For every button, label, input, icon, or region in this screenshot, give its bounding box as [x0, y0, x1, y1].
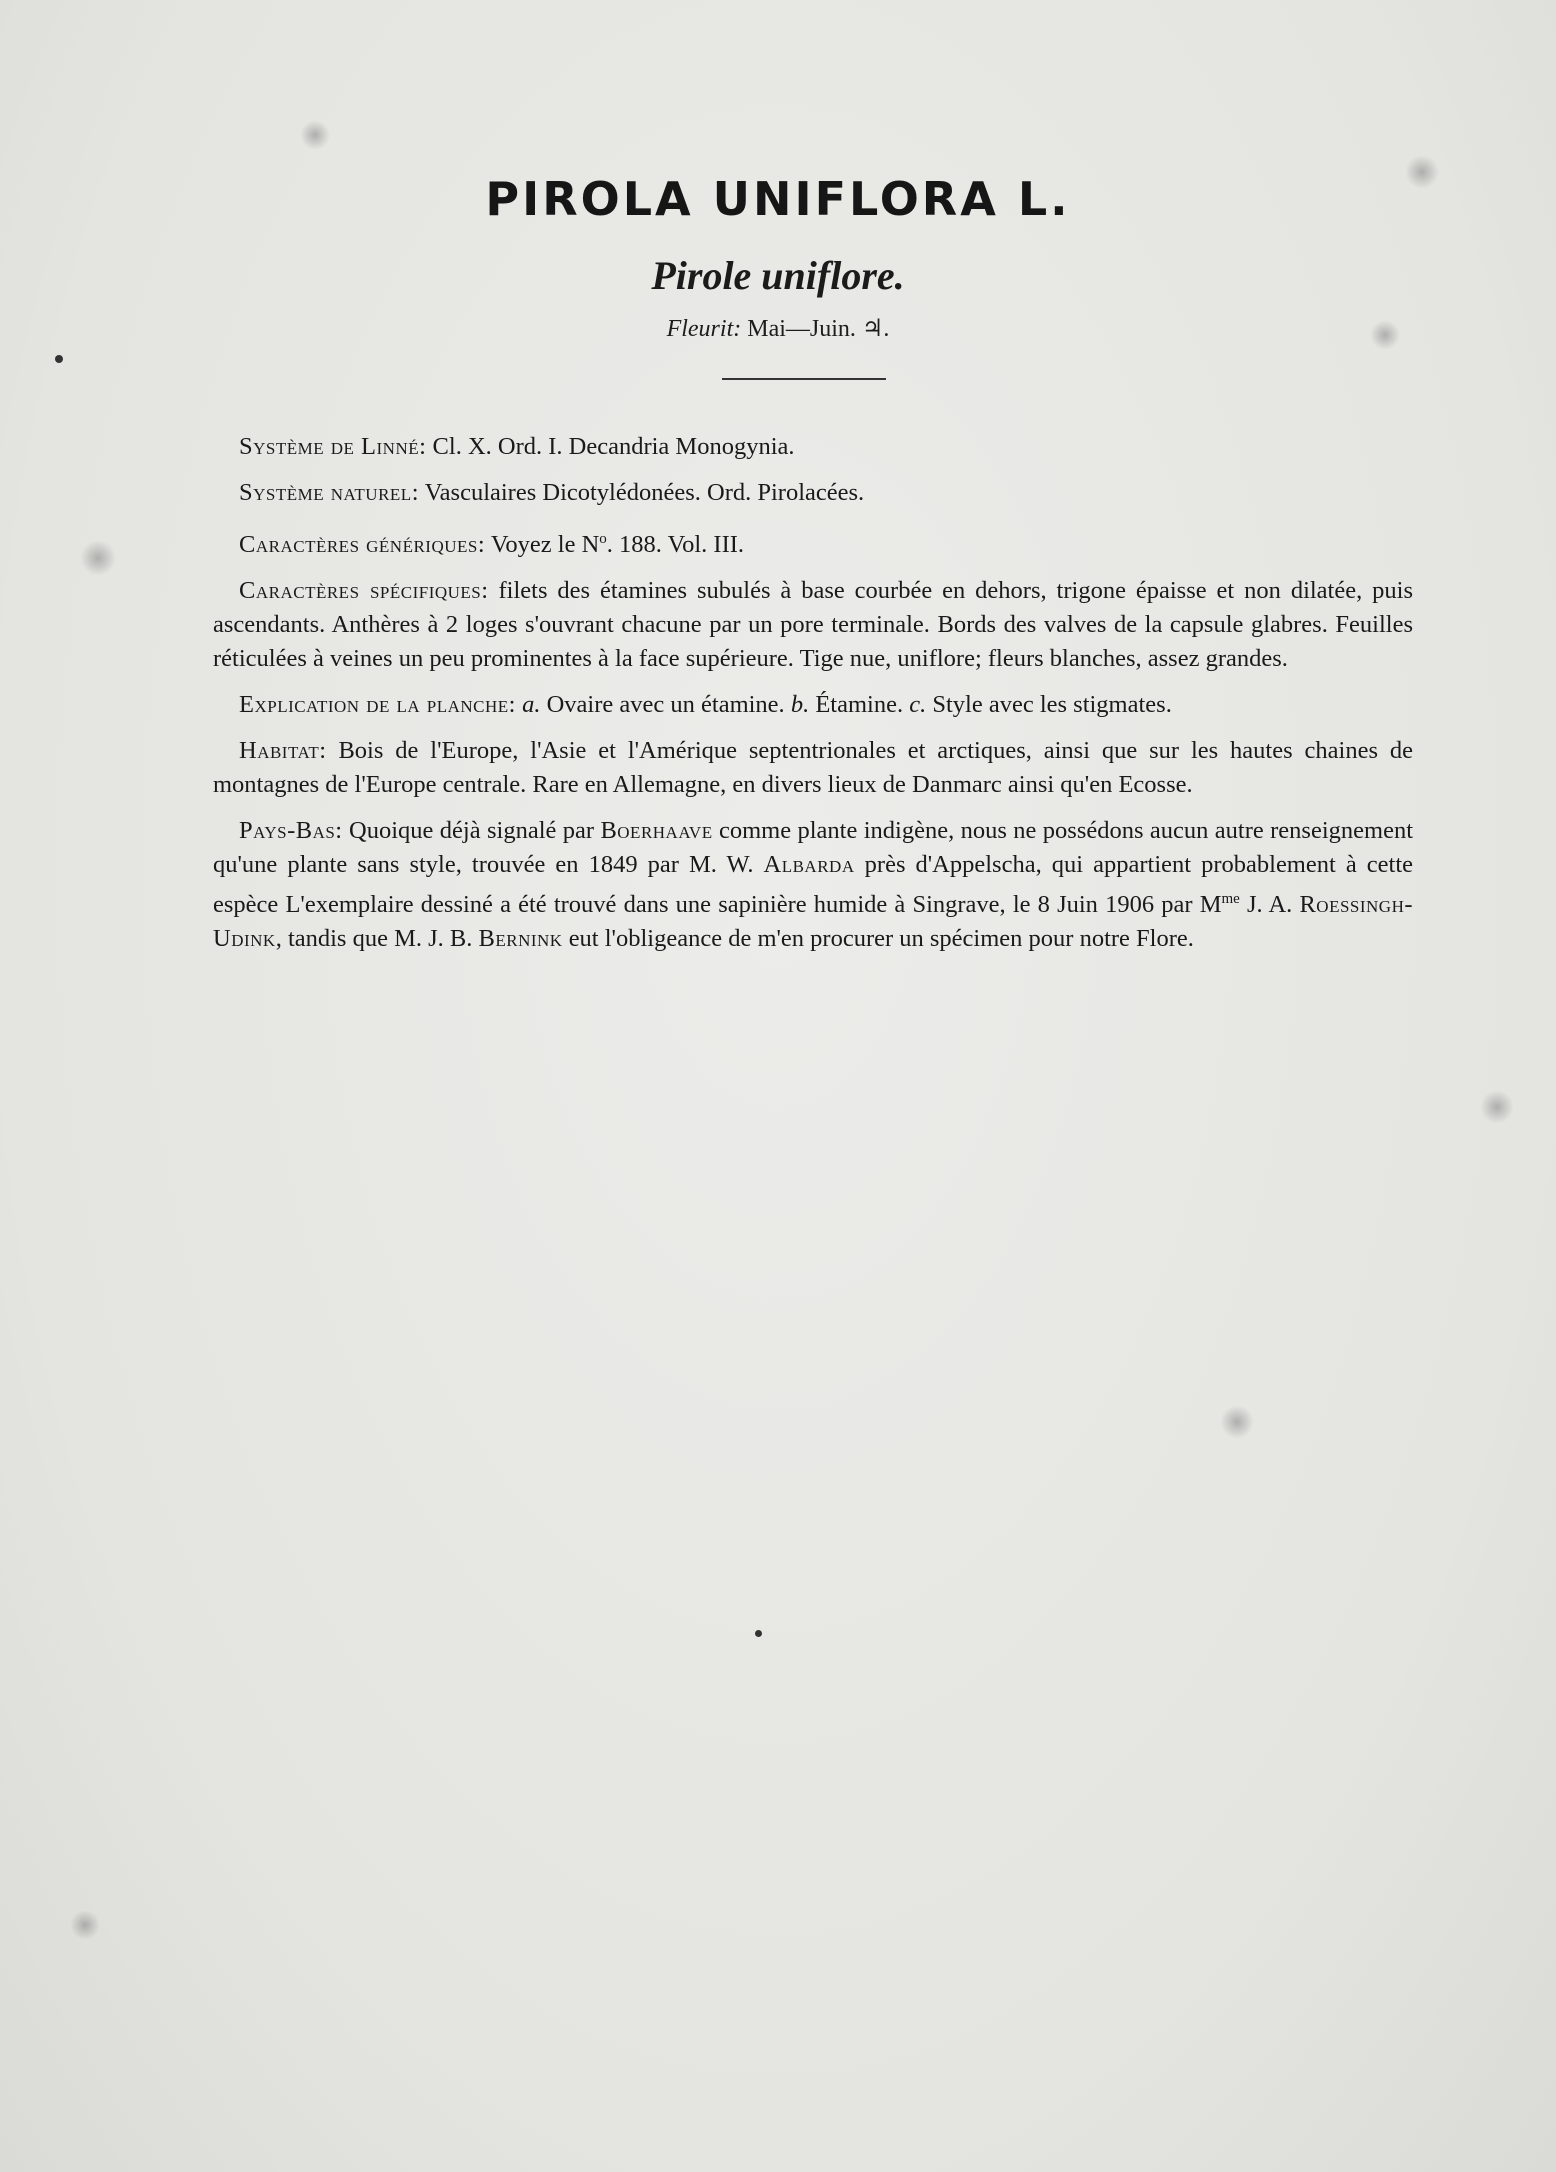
description-body	[213, 430, 1413, 968]
section-text: eut l'obligeance de m'en procurer un spécimen pour notre Flore.	[568, 925, 1194, 953]
paper-spot	[1220, 1405, 1254, 1439]
paper-spot	[55, 355, 63, 363]
section-label: Explication de la planche:	[239, 691, 516, 719]
page-title: PIROLA UNIFLORA L.	[485, 172, 1071, 226]
person-name: Albarda	[763, 851, 855, 879]
section-text: Voyez le N	[490, 531, 600, 559]
superscript: me	[1221, 891, 1240, 908]
person-name: Bernink	[478, 925, 563, 953]
title-divider	[722, 378, 886, 380]
section-systeme-naturel	[213, 476, 1413, 510]
figure-key-c: c.	[909, 691, 927, 719]
section-habitat	[213, 734, 1413, 802]
paper-spot	[1480, 1090, 1514, 1124]
person-name: Boerhaave	[600, 817, 713, 845]
section-systeme-linne	[213, 430, 1413, 464]
section-text: Cl. X. Ord. I. Decandria Monogynia.	[432, 433, 795, 460]
superscript: o	[599, 531, 607, 547]
section-text: Bois de l'Europe, l'Asie et l'Amérique septentrionales et arctiques, ainsi que sur les hautes chaines de montagnes de l'Europe centrale. Rare en Allemagne, en divers lieux de Danmarc ainsi qu'en Ecosse.	[213, 737, 1414, 799]
section-text: , tandis que M. J. B.	[275, 925, 473, 953]
person-name: Roessingh-Udink	[213, 891, 1414, 953]
section-text: comme plante indigène, nous ne possédons aucun autre renseignement qu'une plante sans style, trouvée en 1849 par M. W.	[213, 817, 1414, 879]
section-text: Étamine.	[815, 691, 904, 719]
figure-key-b: b.	[790, 691, 810, 719]
section-text: Quoique déjà signalé par	[349, 817, 595, 845]
section-label: Système de Linné:	[239, 433, 427, 460]
figure-key-a: a.	[522, 691, 541, 719]
section-text: Vasculaires Dicotylédonées. Ord. Pirolacées.	[424, 479, 865, 506]
section-caracteres-specifiques	[213, 574, 1413, 676]
section-caracteres-generiques	[213, 522, 1413, 562]
section-text: près d'Appelscha, qui appartient probablement à cette espèce L'exemplaire dessiné a été trouvé dans une sapinière humide à Singrave, le 8 Juin 1906 par M	[213, 851, 1413, 919]
flowering-line	[0, 314, 1556, 343]
section-text: J. A.	[1246, 891, 1293, 919]
paper-spot	[1370, 320, 1400, 350]
flowering-label: Fleurit:	[666, 316, 742, 342]
section-label: Habitat:	[239, 737, 327, 765]
section-text: filets des étamines subulés à base courbée en dehors, trigone épaisse et non dilatée, puis ascendants. Anthères à 2 loges s'ouvrant chacune par un pore terminale. Bords des valves de la capsule glabres. Feuilles réticulées à veines un peu prominentes à la face supérieure. Tige nue, uniflore; fleurs blanches, assez grandes.	[213, 577, 1413, 673]
paper-spot	[1405, 155, 1439, 189]
section-label: Système naturel:	[239, 479, 419, 506]
paper-spot	[80, 540, 116, 576]
flowering-value: Mai—Juin. ♃.	[747, 316, 890, 342]
section-text: Ovaire avec un étamine.	[546, 691, 785, 719]
paper-spot	[755, 1630, 762, 1637]
section-label: Caractères spécifiques:	[239, 577, 489, 605]
section-label: Pays-Bas:	[239, 817, 343, 845]
section-text: Style avec les stigmates.	[932, 691, 1172, 719]
section-text: . 188. Vol. III.	[606, 531, 745, 559]
common-name-subtitle: Pirole uniflore.	[651, 253, 905, 298]
section-pays-bas	[213, 814, 1413, 956]
paper-spot	[300, 120, 330, 150]
paper-spot	[70, 1910, 100, 1940]
section-explication	[213, 688, 1413, 722]
section-label: Caractères génériques:	[239, 531, 486, 559]
